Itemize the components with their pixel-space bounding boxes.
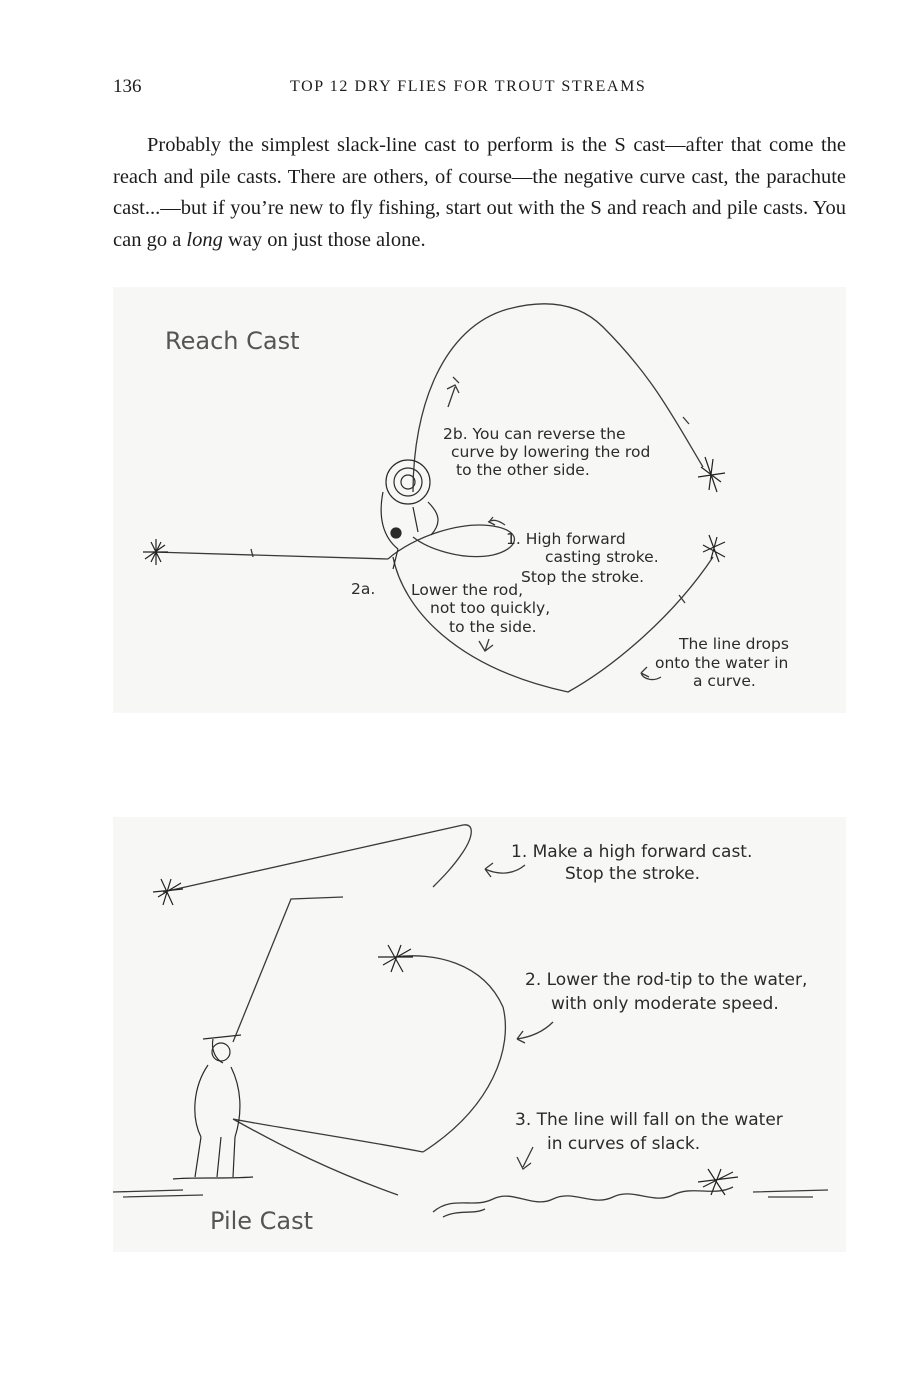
paragraph-text-1: Probably the simplest slack-line cast to perform is the S cast—after that come the reach and pile casts. There are others, of course—the negative curve cast, the parachute cast...—but if you’re new to fly fishing, start out with the S and reach and pile casts. You can go a <box>113 134 846 251</box>
pile-label-3 <box>515 1110 783 1154</box>
body-paragraph <box>113 130 846 256</box>
reach-label-2b <box>443 425 650 479</box>
reach-label-drop <box>655 635 789 690</box>
svg-text:curve by lowering the rod: curve by lowering the rod <box>451 443 651 461</box>
svg-text:Lower the rod,: Lower the rod, <box>411 581 524 599</box>
pile-cast-title: Pile Cast <box>210 1207 314 1235</box>
paragraph-emphasis: long <box>186 228 223 251</box>
paragraph-text-2: way on just those alone. <box>222 228 426 251</box>
pile-cast-figure <box>113 817 846 1252</box>
svg-text:a curve.: a curve. <box>693 672 756 690</box>
svg-text:2. Lower the rod-tip to the wa: 2. Lower the rod-tip to the water, <box>525 970 808 990</box>
svg-text:1. Make a high forward cast.: 1. Make a high forward cast. <box>511 842 753 862</box>
svg-text:onto the water in: onto the water in <box>655 654 789 672</box>
svg-text:casting stroke.: casting stroke. <box>545 548 659 566</box>
pile-cast-drawing <box>113 817 846 1252</box>
reach-cast-drawing <box>113 287 846 713</box>
page-number: 136 <box>113 76 142 97</box>
svg-text:to the side.: to the side. <box>449 618 537 636</box>
reach-cast-title: Reach Cast <box>165 327 300 355</box>
svg-text:The line drops: The line drops <box>679 635 789 653</box>
reach-cast-figure <box>113 287 846 713</box>
reach-label-2a <box>411 581 550 636</box>
svg-text:Stop the stroke.: Stop the stroke. <box>521 568 645 586</box>
pile-label-2 <box>525 970 807 1014</box>
svg-text:2b. You can reverse the: 2b. You can reverse the <box>443 425 626 443</box>
svg-text:in curves of slack.: in curves of slack. <box>547 1134 701 1154</box>
pile-label-1 <box>511 842 752 884</box>
angler-icon <box>381 460 438 569</box>
svg-text:with only moderate speed.: with only moderate speed. <box>551 994 779 1014</box>
svg-text:3. The line will fall on the w: 3. The line will fall on the water <box>515 1110 783 1130</box>
svg-text:not too quickly,: not too quickly, <box>430 599 551 617</box>
svg-text:Stop the stroke.: Stop the stroke. <box>565 864 700 884</box>
reach-label-2a-number: 2a. <box>351 580 376 598</box>
reach-label-1 <box>506 530 659 586</box>
svg-text:to the other side.: to the other side. <box>456 461 590 479</box>
angler-icon <box>173 1035 253 1179</box>
svg-text:1. High forward: 1. High forward <box>506 530 626 548</box>
running-head: TOP 12 DRY FLIES FOR TROUT STREAMS <box>290 78 647 95</box>
